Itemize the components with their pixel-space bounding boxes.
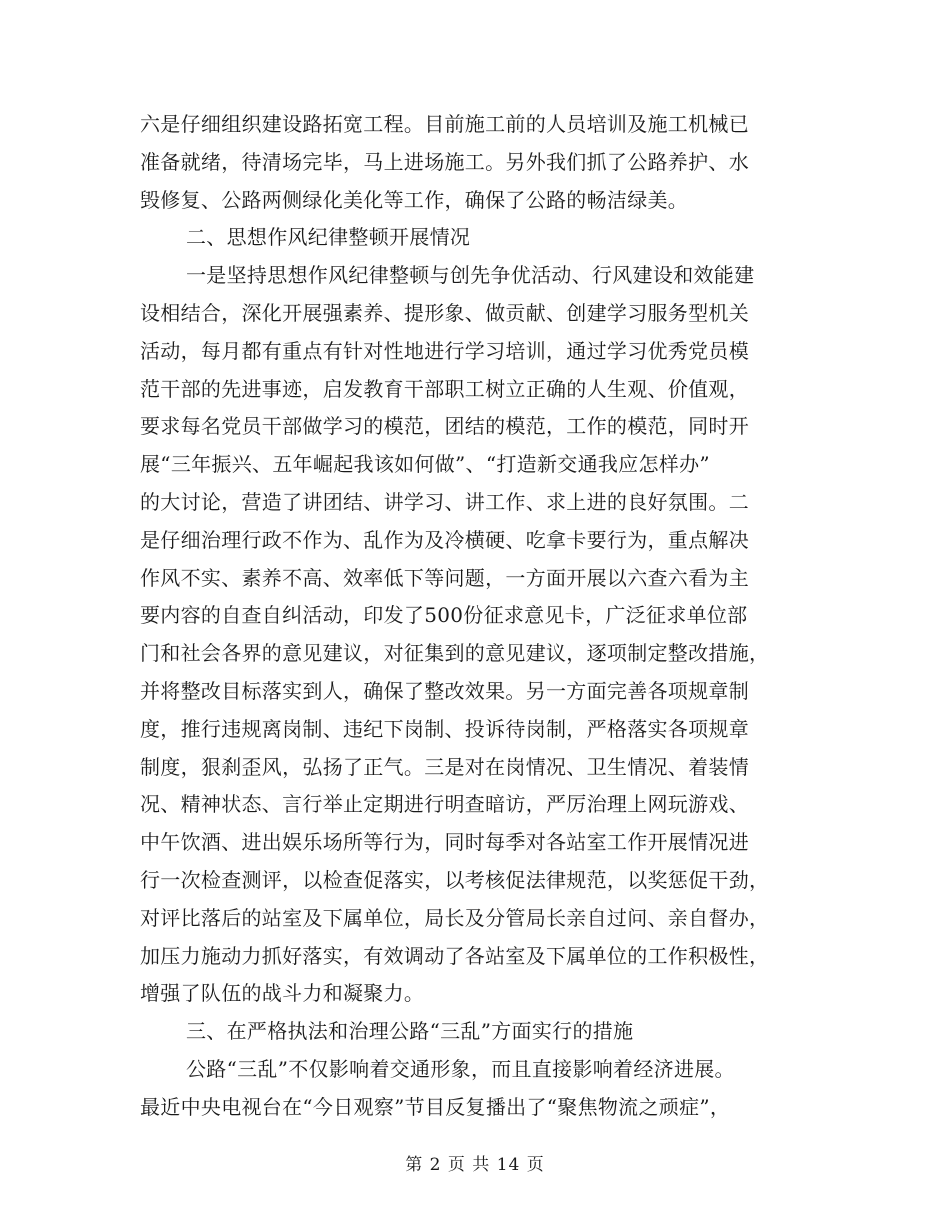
text-line: 并将整改目标落实到人，确保了整改效果。另一方面完善各项规章制 bbox=[140, 678, 749, 703]
text-line: 作风不实、素养不高、效率低下等问题，一方面开展以六查六看为主 bbox=[140, 565, 749, 590]
text-line: 一是坚持思想作风纪律整顿与创先争优活动、行风建设和效能建 bbox=[186, 263, 755, 288]
text-line: 要求每名党员干部做学习的模范，团结的模范，工作的模范，同时开 bbox=[140, 414, 749, 439]
text-line: 加压力施动力抓好落实，有效调动了各站室及下属单位的工作积极性， bbox=[140, 943, 770, 968]
text-line: 制度，狠刹歪风，弘扬了正气。三是对在岗情况、卫生情况、着装情 bbox=[140, 754, 749, 779]
text-line: 要内容的自查自纠活动，印发了500份征求意见卡，广泛征求单位部 bbox=[140, 603, 748, 628]
text-line: 中午饮酒、进出娱乐场所等行为，同时每季对各站室工作开展情况进 bbox=[140, 830, 749, 855]
text-line: 的大讨论，营造了讲团结、讲学习、讲工作、求上进的良好氛围。二 bbox=[140, 489, 749, 514]
text-line: 范干部的先进事迹，启发教育干部职工树立正确的人生观、价值观， bbox=[140, 376, 749, 401]
text-line: 门和社会各界的意见建议，对征集到的意见建议，逐项制定整改措施， bbox=[140, 641, 770, 666]
text-line: 度，推行违规离岗制、违纪下岗制、投诉待岗制，严格落实各项规章 bbox=[140, 716, 749, 741]
text-line: 三、在严格执法和治理公路“三乱”方面实行的措施 bbox=[186, 1019, 634, 1044]
text-line: 公路“三乱”不仅影响着交通形象，而且直接影响着经济进展。 bbox=[186, 1056, 735, 1081]
text-line: 是仔细治理行政不作为、乱作为及冷横硬、吃拿卡要行为，重点解决 bbox=[140, 527, 749, 552]
text-line: 设相结合，深化开展强素养、提形象、做贡献、创建学习服务型机关 bbox=[140, 300, 749, 325]
text-line: 最近中央电视台在“今日观察”节目反复播出了“聚焦物流之顽症”， bbox=[140, 1094, 731, 1119]
text-line: 六是仔细组织建设路拓宽工程。目前施工前的人员培训及施工机械已 bbox=[140, 112, 749, 136]
text-line: 况、精神状态、言行举止定期进行明查暗访，严厉治理上网玩游戏、 bbox=[140, 792, 749, 817]
text-line: 准备就绪，待清场完毕，马上进场施工。另外我们抓了公路养护、水 bbox=[140, 149, 749, 174]
text-line: 行一次检查测评，以检查促落实，以考核促法律规范，以奖惩促干劲， bbox=[140, 867, 770, 892]
text-line: 对评比落后的站室及下属单位，局长及分管局长亲自过问、亲自督办， bbox=[140, 905, 770, 930]
text-line: 展“三年振兴、五年崛起我该如何做”、“打造新交通我应怎样办” bbox=[140, 452, 710, 477]
text-line: 活动，每月都有重点有针对性地进行学习培训，通过学习优秀党员模 bbox=[140, 338, 749, 363]
document-body bbox=[140, 106, 816, 1127]
page-footer: 第 2 页 共 14 页 bbox=[405, 1155, 545, 1175]
text-line: 毁修复、公路两侧绿化美化等工作，确保了公路的畅洁绿美。 bbox=[140, 187, 689, 212]
text-line: 二、思想作风纪律整顿开展情况 bbox=[186, 225, 471, 250]
text-line: 增强了队伍的战斗力和凝聚力。 bbox=[140, 981, 425, 1006]
